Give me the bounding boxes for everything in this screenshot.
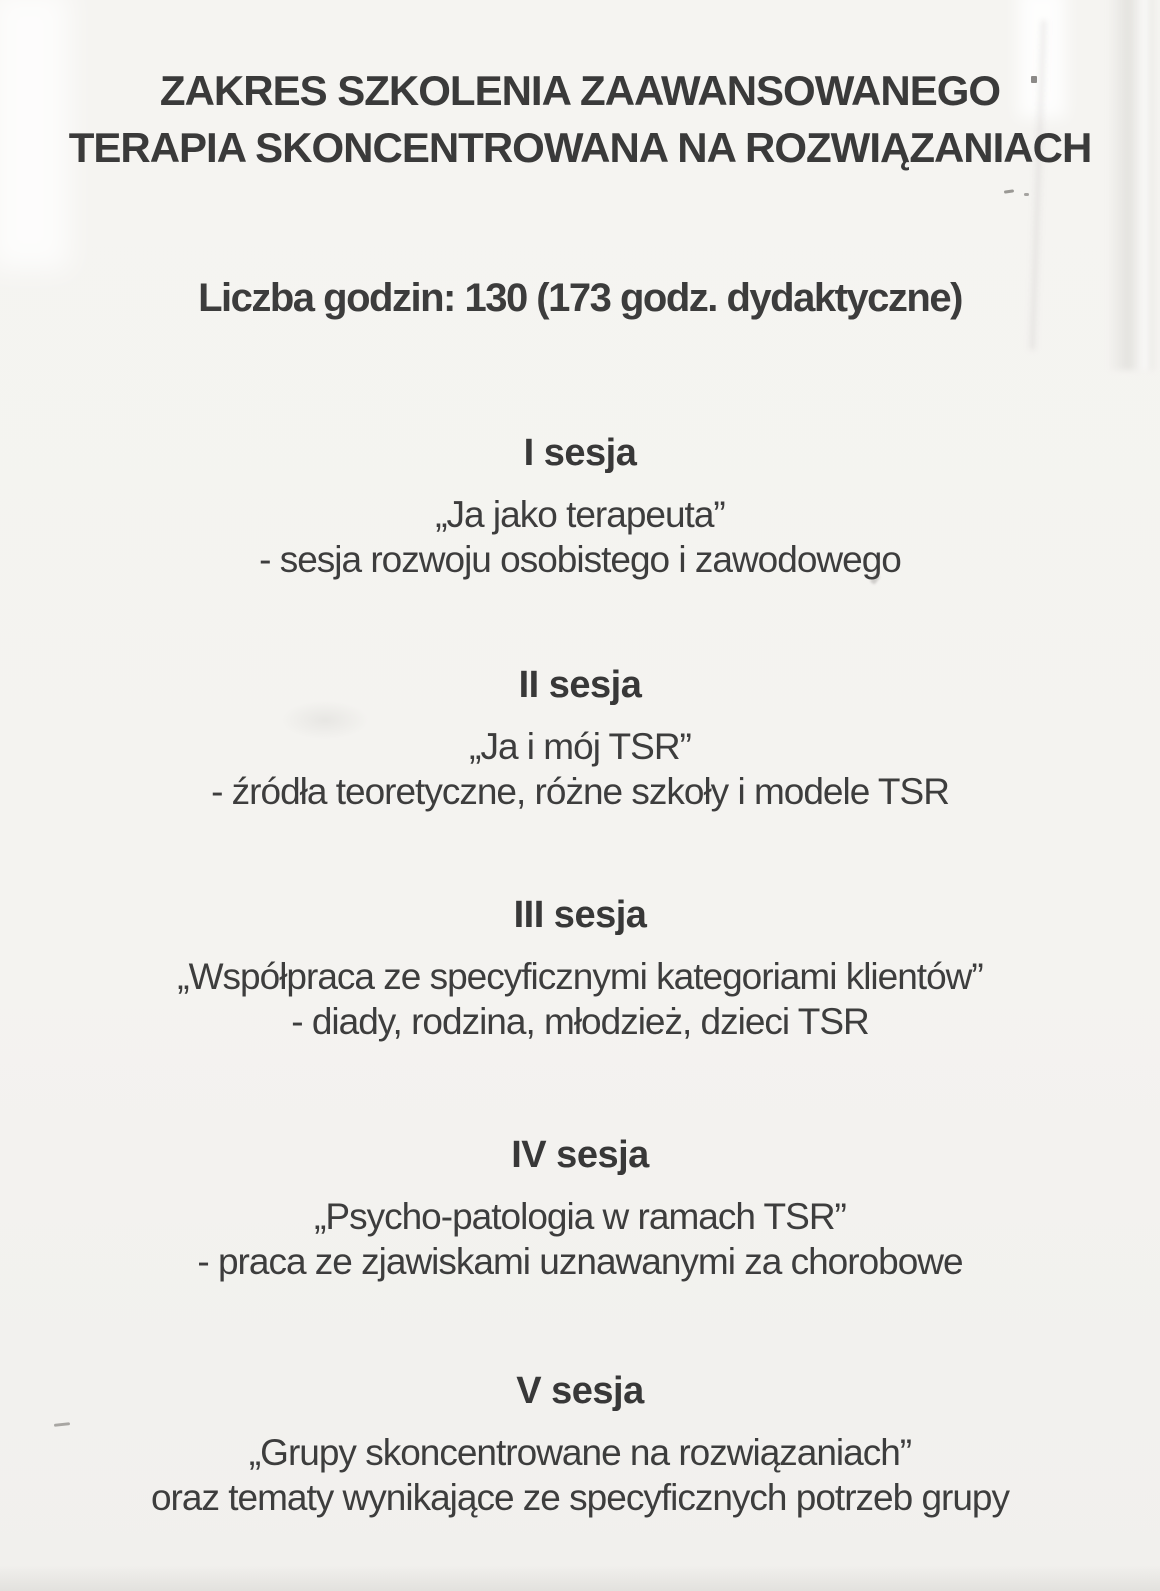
session-title: „Grupy skoncentrowane na rozwiązaniach”: [248, 1432, 912, 1473]
session-block-5: [0, 1368, 1160, 1520]
session-heading: IV sesja: [511, 1134, 649, 1176]
session-subtitle: - praca ze zjawiskami uznawanymi za chorobowe: [197, 1241, 963, 1282]
document-title-line1: ZAKRES SZKOLENIA ZAAWANSOWANEGO: [159, 67, 1001, 114]
session-title: „Ja i mój TSR”: [469, 726, 691, 767]
session-heading: II sesja: [518, 664, 642, 706]
session-subtitle: - źródła teoretyczne, różne szkoły i modele TSR: [211, 771, 949, 812]
session-title: „Ja jako terapeuta”: [435, 494, 725, 535]
session-title: „Psycho-patologia w ramach TSR”: [314, 1196, 846, 1237]
session-block-3: [0, 892, 1160, 1044]
session-title: „Współpraca ze specyficznymi kategoriami klientów”: [177, 956, 983, 997]
scan-artifact-bottom-shade: [0, 1565, 1160, 1591]
session-block-2: [0, 662, 1160, 814]
session-subtitle: oraz tematy wynikające ze specyficznych potrzeb grupy: [150, 1477, 1010, 1518]
document-title: [0, 62, 1160, 176]
session-heading: III sesja: [513, 894, 647, 936]
session-heading: I sesja: [523, 432, 637, 474]
hours-line: Liczba godzin: 130 (173 godz. dydaktyczne): [198, 276, 962, 320]
scan-artifact-speck: [1024, 193, 1029, 196]
session-block-4: [0, 1132, 1160, 1284]
scan-artifact-speck: [1004, 189, 1014, 193]
session-heading: V sesja: [516, 1370, 644, 1412]
session-block-1: [0, 430, 1160, 582]
session-subtitle: - diady, rodzina, młodzież, dzieci TSR: [291, 1001, 869, 1042]
session-subtitle: - sesja rozwoju osobistego i zawodowego: [259, 539, 901, 580]
document-title-line2: TERAPIA SKONCENTROWANA NA ROZWIĄZANIACH: [68, 124, 1092, 171]
